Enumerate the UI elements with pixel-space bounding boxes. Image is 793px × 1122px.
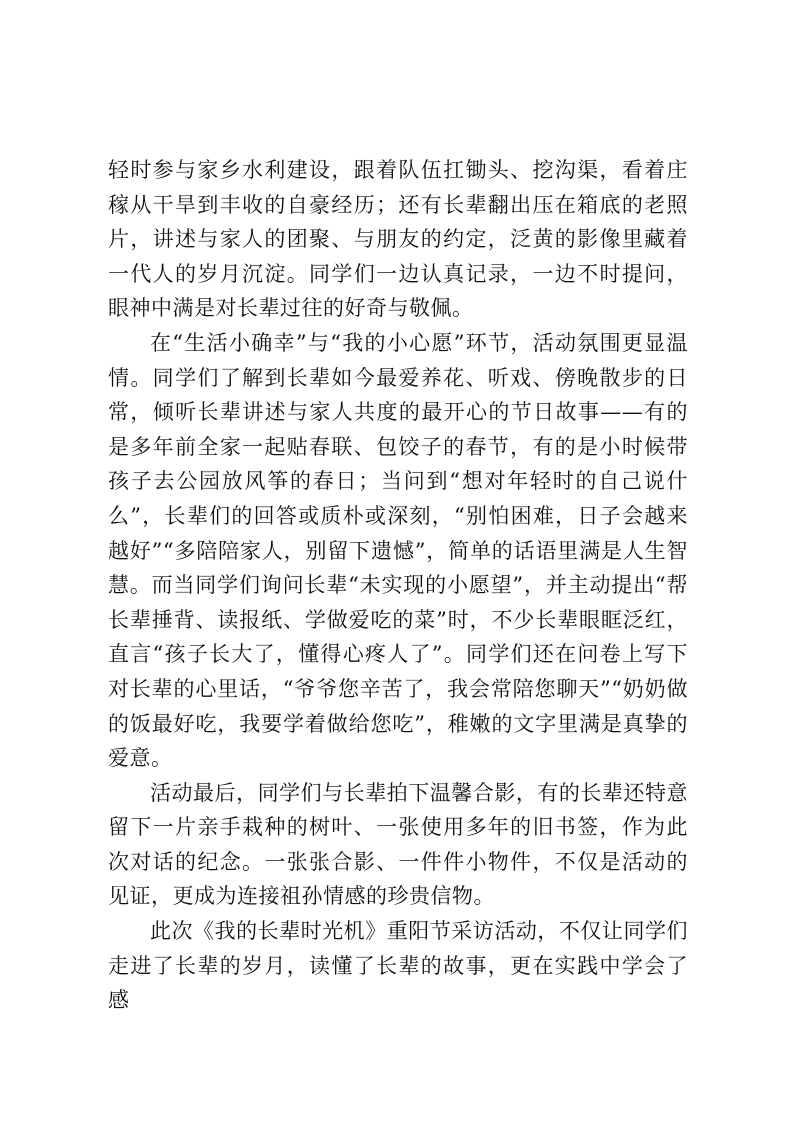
paragraph-life-moments: 在“生活小确幸”与“我的小心愿”环节，活动氛围更显温情。同学们了解到长辈如今最爱养花、听戏、傍晚散步的日常，倾听长辈讲述与家人共度的最开心的节日故事——有的是多年前全家一起贴春联、包饺子的春节，有的是小时候带孩子去公园放风筝的春日；当问到“想对年轻时的自己说什么”，长辈们的回答或质朴或深刻，“别怕困难，日子会越来越好”“多陪陪家人，别留下遗憾”，简单的话语里满是人生智慧。而当同学们询问长辈“未实现的小愿望”，并主动提出“帮长辈捶背、读报纸、学做爱吃的菜”时，不少长辈眼眶泛红，直言“孩子长大了，懂得心疼人了”。同学们还在问卷上写下对长辈的心里话，“爷爷您辛苦了，我会常陪您聊天”“奶奶做的饭最好吃，我要学着做给您吃”，稚嫩的文字里满是真挚的爱意。 bbox=[108, 330, 688, 771]
paragraph-continued: 轻时参与家乡水利建设，跟着队伍扛锄头、挖沟渠，看着庄稼从干旱到丰收的自豪经历；还有长辈翻出压在箱底的老照片，讲述与家人的团聚、与朋友的约定，泛黄的影像里藏着一代人的岁月沉淀。同学们一边认真记录，一边不时提问，眼神中满是对长辈过往的好奇与敬佩。 bbox=[108, 158, 688, 321]
paragraph-conclusion: 此次《我的长辈时光机》重阳节采访活动，不仅让同学们走进了长辈的岁月，读懂了长辈的故事，更在实践中学会了感 bbox=[108, 919, 688, 1013]
document-body bbox=[108, 153, 688, 1018]
paragraph-photo-keepsake: 活动最后，同学们与长辈拍下温馨合影，有的长辈还特意留下一片亲手栽种的树叶、一张使用多年的旧书签，作为此次对话的纪念。一张张合影、一件件小物件，不仅是活动的见证，更成为连接祖孙情感的珍贵信物。 bbox=[108, 780, 688, 909]
